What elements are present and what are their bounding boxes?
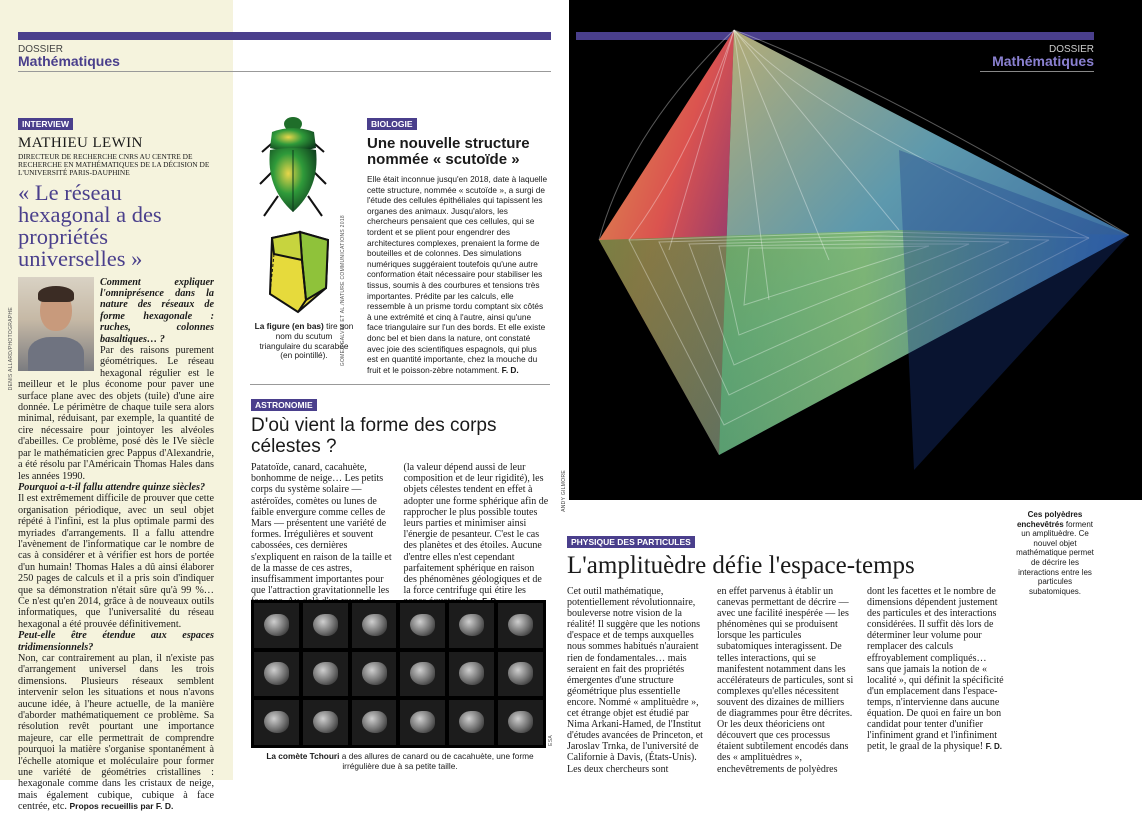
astronomie-title: D'où vient la forme des corps célestes ?: [251, 415, 497, 457]
astronomie-col-2: [404, 462, 550, 619]
comet-frame: [399, 602, 446, 649]
astronomie-tag: ASTRONOMIE: [251, 399, 317, 411]
header-dossier-label-right: DOSSIER: [1048, 44, 1094, 55]
interview-signoff: Propos recueillis par F. D.: [69, 801, 174, 812]
comet-frame: [302, 651, 349, 698]
comet-frame: [253, 699, 300, 746]
amplituhedron-caption-bold: Ces polyèdres enchevêtrés: [1016, 510, 1083, 529]
answer-3: [18, 653, 214, 813]
comet-image-grid: [251, 600, 546, 748]
interviewee-role: DIRECTEUR DE RECHERCHE CNRS AU CENTRE DE RECHERCHE EN MATHÉMATIQUES DE LA DÉCISION DE L'UNIVERSITÉ PARIS-DAUPHINE: [18, 152, 210, 178]
amplituhedron-caption: [1016, 510, 1094, 596]
amplituhedron-illustration: [569, 0, 1142, 500]
header-dossier-label-left: DOSSIER: [18, 44, 64, 55]
comet-frame: [302, 602, 349, 649]
biologie-signoff: F. D.: [501, 364, 519, 375]
photo-credit: DENIS ALLARD/PHOTOGRAPHE: [8, 306, 14, 390]
physique-signoff: F. D.: [985, 742, 1003, 752]
physique-col-3-text: dont les facettes et le nombre de dimensions dépendent justement des particules et des interactions considérées. Il suffit dès lors de déterminer leur volume pour remplacer des calculs effroyablement compliqués… sans que jamais la notion de « localité », qui définit la spécificité d'un emplacement dans l'espace-temps, n'intervienne dans aucune équation. De quoi en faire un bon candidat pour tenter d'unifier l'infiniment grand et l'infiniment petit, le graal de la physique!: [867, 586, 1004, 753]
header-section-title-left: Mathématiques: [18, 53, 120, 69]
comet-frame: [497, 651, 544, 698]
header-section-title-right: Mathématiques: [992, 53, 1094, 69]
answer-3-text: Non, car contrairement au plan, il n'existe pas d'arrangement universel dans les trois dimensions. Plusieurs réseaux semblent intervenir selon les situations et nous n'avons aucune idée, à l'heure actuelle, de la manière d'aborder mathématiquement ce problème. Sa résolution revêt pourtant une importance majeure, car elle permettrait de comprendre pourquoi la matière s'organise spontanément à l'échelle atomique et moléculaire pour former une variété de géométries cristallines : hexagonale comme dans les cristaux de neige, mais également cubique, cubique à face centrée, etc.: [18, 653, 214, 813]
comet-frame: [448, 651, 495, 698]
comet-credit: ESA: [548, 735, 554, 746]
answer-1: Par des raisons purement géométriques. Le réseau hexagonal régulier est le meilleur et le plus économe pour paver une surface plane avec des objets (tuile) d'une aire donnée. Le périmètre de chaque tuile sera alors minimal, réduisant, par exemple, la quantité de cire nécessaire pour jointoyer les alvéoles d'abeilles. Ce problème, posé dès le IVe siècle par le mathématicien grec Pappus d'Alexandrie, a été résolu par l'Américain Thomas Hales dans les années 1990.: [18, 345, 214, 482]
comet-frame: [399, 651, 446, 698]
beetle-illustration: [258, 108, 328, 228]
comet-frame: [497, 699, 544, 746]
physique-article: [567, 532, 1007, 775]
comet-frame: [351, 602, 398, 649]
comet-frame: [399, 699, 446, 746]
biologie-body: [367, 174, 549, 375]
comet-frame: [253, 602, 300, 649]
comet-frame: [351, 699, 398, 746]
astronomie-col-2-text: (la valeur dépend aussi de leur composition et de leur rigidité), les objets célestes tendent en effet à adopter une forme sphérique afin de rapprocher le plus possible toutes leurs parties et minimiser ainsi l'énergie de pesanteur. C'est le cas des planètes et des étoiles. Aucune d'entre elles n'est cependant parfaitement sphérique en raison des phénomènes géologiques et de la force centrifuge qui étire les: [403, 462, 549, 597]
biologie-body-text: Elle était inconnue jusqu'en 2018, date à laquelle cette structure, nommée « scutoïde », a surgi de l'étude des cellules épithéliales qui tapissent les organes des animaux. Jusqu'alors, les chercheurs pensaient que ces cellules, qui se tordent et se plient pour engendrer des architectures complexes, prenaient la forme de bouteilles et de colonnes. Des simulations numériques suggéraient toutefois qu'une autre conformation était nécessaire pour stabiliser les tissus, soumis à des courbures et tensions très importantes. Prédite par les calculs, elle ressemble à un prisme tordu comptant six côtés à une extrémité et cinq à l'autre, ainsi qu'une face triangulaire sur l'un des bords. Et elle existe donc bel et bien dans la nature, ont constaté avec joie des scientifiques espagnols, qui plus est en quantité importante, chez la mouche du fruit et le poisson-zèbre notamment.: [367, 174, 548, 375]
comet-caption: [255, 752, 545, 772]
physique-col-1: Cet outil mathématique, potentiellement révolutionnaire, bouleverse notre vision de la réalité! Il suggère que les notions d'espace et de temps auxquelles nous sommes habitués n'auraient rien de fondamentales… mais seraient en fait des propriétés émergentes d'une structure géométrique plus essentielle encore. Nommé « amplituèdre », cet étrange objet est étudié par Nima Arkani-Hamed, de l'Institut d'études avancées de Princeton, et Jaroslav Trnka, de l'université de Californie à Davis, (États-Unis). Les deux chercheurs sont: [567, 586, 703, 775]
physique-col-3: [867, 586, 1006, 775]
physique-title: L'amplituèdre défie l'espace-temps: [567, 552, 915, 579]
astronomie-article: [251, 395, 549, 619]
scutoid-caption-bold: La figure (en bas): [254, 321, 324, 331]
comet-caption-text: a des allures de canard ou de cacahuète, une forme irrégulière due à sa petite taille.: [341, 751, 534, 771]
interviewee-name: MATHIEU LEWIN: [18, 135, 143, 151]
interviewee-photo: [18, 277, 94, 371]
comet-frame: [253, 651, 300, 698]
answer-2: Il est extrêmement difficile de prouver que cette organisation périodique, avec un seul objet répété à l'infini, est la plus optimale parmi des myriades d'arrangements. Il a fallu attendre l'avènement de l'informatique car le nombre de cas à considérer et à vérifier est hors de portée d'un humain! Thomas Hales a dû ainsi élaborer 250 pages de calculs et il a pris soin d'indiquer que sa démonstration n'était sûre qu'à 99 %… Ce n'est qu'en 2014, grâce à de nouveaux outils informatiques, que l'universalité du réseau hexagonal a été prouvée définitivement.: [18, 493, 214, 630]
comet-frame: [448, 602, 495, 649]
question-3: Peut-elle être étendue aux espaces tridimensionnels?: [18, 630, 214, 653]
scutoid-caption-text: tire son nom du scutum triangulaire du scarabée (en pointillé).: [259, 321, 354, 361]
interview-tag: INTERVIEW: [18, 118, 73, 130]
header-rule-left: [18, 71, 551, 72]
comet-frame: [448, 699, 495, 746]
biologie-tag: BIOLOGIE: [367, 118, 417, 130]
interview-headline: « Le réseau hexagonal a des propriétés universelles »: [18, 179, 162, 271]
comet-frame: [497, 602, 544, 649]
scutoid-credit: GOMEZ-GALVEZ ET AL./NATURE COMMUNICATIONS 2018: [340, 215, 346, 367]
amplituhedron-credit: ANDY GILMORE: [561, 470, 567, 512]
interview-column: [8, 114, 214, 813]
scutoid-illustration: [262, 230, 338, 316]
physique-tag: PHYSIQUE DES PARTICULES: [567, 536, 695, 548]
comet-caption-bold: La comète Tchouri: [266, 751, 340, 761]
biologie-title: Une nouvelle structure nommée « scutoïde »: [367, 135, 530, 168]
scutoid-caption: [254, 322, 354, 361]
comet-frame: [302, 699, 349, 746]
astronomie-col-1: Patatoïde, canard, cacahuète, bonhomme de neige… Les petits corps du système solaire — astéroïdes, comètes ou lunes de faible envergure comme celles de Mars — présentent une variété de formes. Irrégulières et souvent cabossées, ces dernières s'expliquent en raison de la taille et de la masse de ces astres, insuffisamment importantes pour que l'attraction gravitationnelle les: [251, 462, 392, 597]
header-bar-left: [18, 32, 551, 40]
biologie-article: [367, 114, 549, 375]
question-1: Comment expliquer l'omniprésence dans la nature des réseaux de forme hexagonale : ruches, colonnes basaltiques… ?: [100, 276, 214, 345]
question-2: Pourquoi a-t-il fallu attendre quinze siècles?: [18, 481, 206, 493]
astronomie-rule: [250, 384, 550, 385]
amplituhedron-caption-text: forment un amplituèdre. Ce nouvel objet mathématique permet de décrire les interactions entre les particules subatomiques.: [1016, 519, 1094, 596]
comet-frame: [351, 651, 398, 698]
physique-col-2: en effet parvenus à établir un canevas permettant de décrire — avec une facilité inespérée — les phénomènes qui se produisent lorsque les particules subatomiques interagissent. De telles interactions, qui se manifestent notamment dans les accélérateurs de particules, sont si complexes qu'elles nécessitent souvent des dizaines de milliers de diagrammes pour être décrites. Or les deux théoriciens ont découvert que ces processus étaient subtilement encodés dans des « amplituèdres », enchevêtrements de polyèdres: [717, 586, 854, 775]
